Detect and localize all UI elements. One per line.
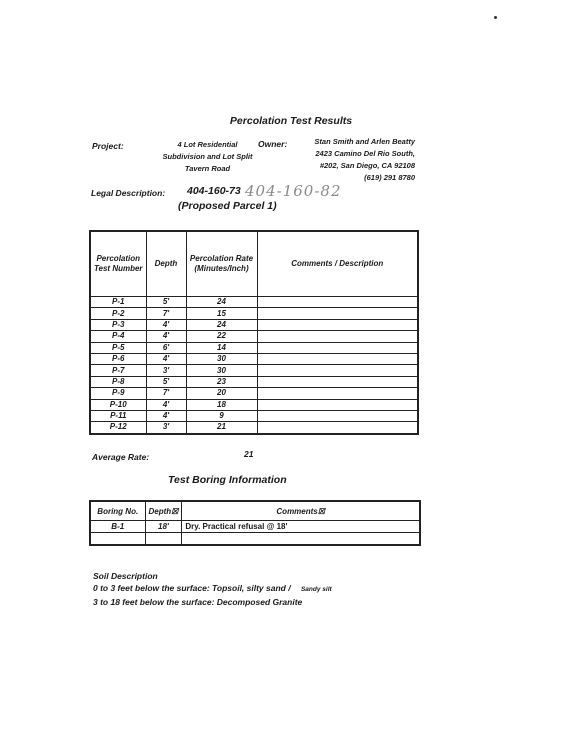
cell: P-6	[90, 353, 146, 364]
cell: 20	[186, 388, 257, 399]
cell	[182, 533, 420, 546]
cell: 4'	[146, 319, 186, 330]
cell	[257, 422, 418, 434]
cell: 14	[186, 342, 257, 353]
table-row	[90, 342, 418, 353]
cell: P-9	[90, 388, 146, 399]
owner-line: Stan Smith and Arlen Beatty	[314, 137, 415, 146]
average-label: Average Rate:	[92, 452, 150, 462]
cell: 4'	[146, 410, 186, 421]
cell: P-3	[90, 319, 146, 330]
project-line: Tavern Road	[184, 164, 231, 173]
table-row	[90, 365, 418, 376]
project-line: 4 Lot Residential	[177, 140, 238, 149]
col-header: Comments / Description	[257, 231, 418, 297]
table-row	[90, 331, 418, 342]
cell: 4'	[146, 399, 186, 410]
cell: P-1	[90, 297, 146, 308]
owner-line: #202, San Diego, CA 92108	[319, 161, 415, 170]
cell: P-8	[90, 376, 146, 387]
cell	[257, 331, 418, 342]
soil-heading: Soil Description	[93, 571, 158, 581]
owner-line: (619) 291 8780	[364, 173, 415, 182]
cell	[257, 410, 418, 421]
handwritten-apn: 404-160-82	[245, 182, 342, 200]
table-header-row	[90, 501, 420, 521]
owner-label: Owner:	[258, 139, 288, 149]
legal-value: 404-160-73	[187, 185, 241, 197]
table-row	[90, 376, 418, 387]
cell: P-7	[90, 365, 146, 376]
cell	[257, 365, 418, 376]
owner-line: 2423 Camino Del Rio South,	[315, 149, 415, 158]
cell: B-1	[90, 521, 145, 533]
table-row	[90, 410, 418, 421]
col-header: Percolation Test Number	[90, 231, 146, 297]
soil-description	[93, 570, 332, 608]
cell: P-4	[90, 331, 146, 342]
project-block	[140, 139, 275, 175]
cell: 24	[186, 319, 257, 330]
cell: 9	[186, 410, 257, 421]
table-row	[90, 521, 420, 533]
cell: 15	[186, 308, 257, 319]
cell: P-10	[90, 399, 146, 410]
soil-line-1-note: Sandy silt	[300, 586, 332, 593]
col-header: Depth☒	[145, 501, 182, 521]
cell: 23	[186, 376, 257, 387]
cell: 30	[186, 365, 257, 376]
cell	[257, 388, 418, 399]
soil-line-2: 3 to 18 feet below the surface: Decomposed Granite	[93, 597, 303, 607]
table-row	[90, 353, 418, 364]
cell: P-12	[90, 422, 146, 434]
cell: 24	[186, 297, 257, 308]
table-row	[90, 399, 418, 410]
cell	[257, 342, 418, 353]
col-header: Comments☒	[182, 501, 420, 521]
cell: 18	[186, 399, 257, 410]
cell: P-2	[90, 308, 146, 319]
cell: Dry. Practical refusal @ 18'	[182, 521, 420, 533]
col-header: Depth	[146, 231, 186, 297]
page-title: Percolation Test Results	[229, 115, 353, 127]
table-row	[90, 388, 418, 399]
table-row	[90, 297, 418, 308]
percolation-table	[89, 230, 419, 435]
cell: 4'	[146, 331, 186, 342]
cell: 30	[186, 353, 257, 364]
cell: 22	[186, 331, 257, 342]
col-header: Boring No.	[90, 501, 145, 521]
cell: 6'	[146, 342, 186, 353]
cell: 5'	[146, 376, 186, 387]
table-row	[90, 533, 420, 546]
cell	[257, 353, 418, 364]
cell: 3'	[146, 422, 186, 434]
cell	[90, 533, 145, 546]
cell: 4'	[146, 353, 186, 364]
cell: 21	[186, 422, 257, 434]
cell	[257, 297, 418, 308]
cell	[145, 533, 182, 546]
cell	[257, 308, 418, 319]
cell	[257, 376, 418, 387]
soil-line-1-text: 0 to 3 feet below the surface: Topsoil, silty sand /	[93, 583, 291, 593]
col-header: Percolation Rate (Minutes/Inch)	[186, 231, 257, 297]
table-row	[90, 308, 418, 319]
cell	[257, 319, 418, 330]
project-line: Subdivision and Lot Split	[162, 152, 253, 161]
table-row	[90, 319, 418, 330]
boring-table	[89, 500, 421, 546]
project-label: Project:	[92, 141, 124, 151]
legal-sub: (Proposed Parcel 1)	[178, 200, 277, 212]
table-header-row	[90, 231, 418, 297]
soil-line-1	[93, 582, 332, 596]
speck-mark	[494, 16, 497, 19]
cell	[257, 399, 418, 410]
cell: P-5	[90, 342, 146, 353]
cell: 5'	[146, 297, 186, 308]
boring-title: Test Boring Information	[168, 474, 287, 486]
table-row	[90, 422, 418, 434]
average-value: 21	[244, 449, 254, 459]
owner-block	[300, 136, 415, 184]
cell: 7'	[146, 308, 186, 319]
cell: 3'	[146, 365, 186, 376]
cell: 7'	[146, 388, 186, 399]
cell: 18'	[145, 521, 182, 533]
legal-label: Legal Description:	[91, 188, 166, 198]
cell: P-11	[90, 410, 146, 421]
